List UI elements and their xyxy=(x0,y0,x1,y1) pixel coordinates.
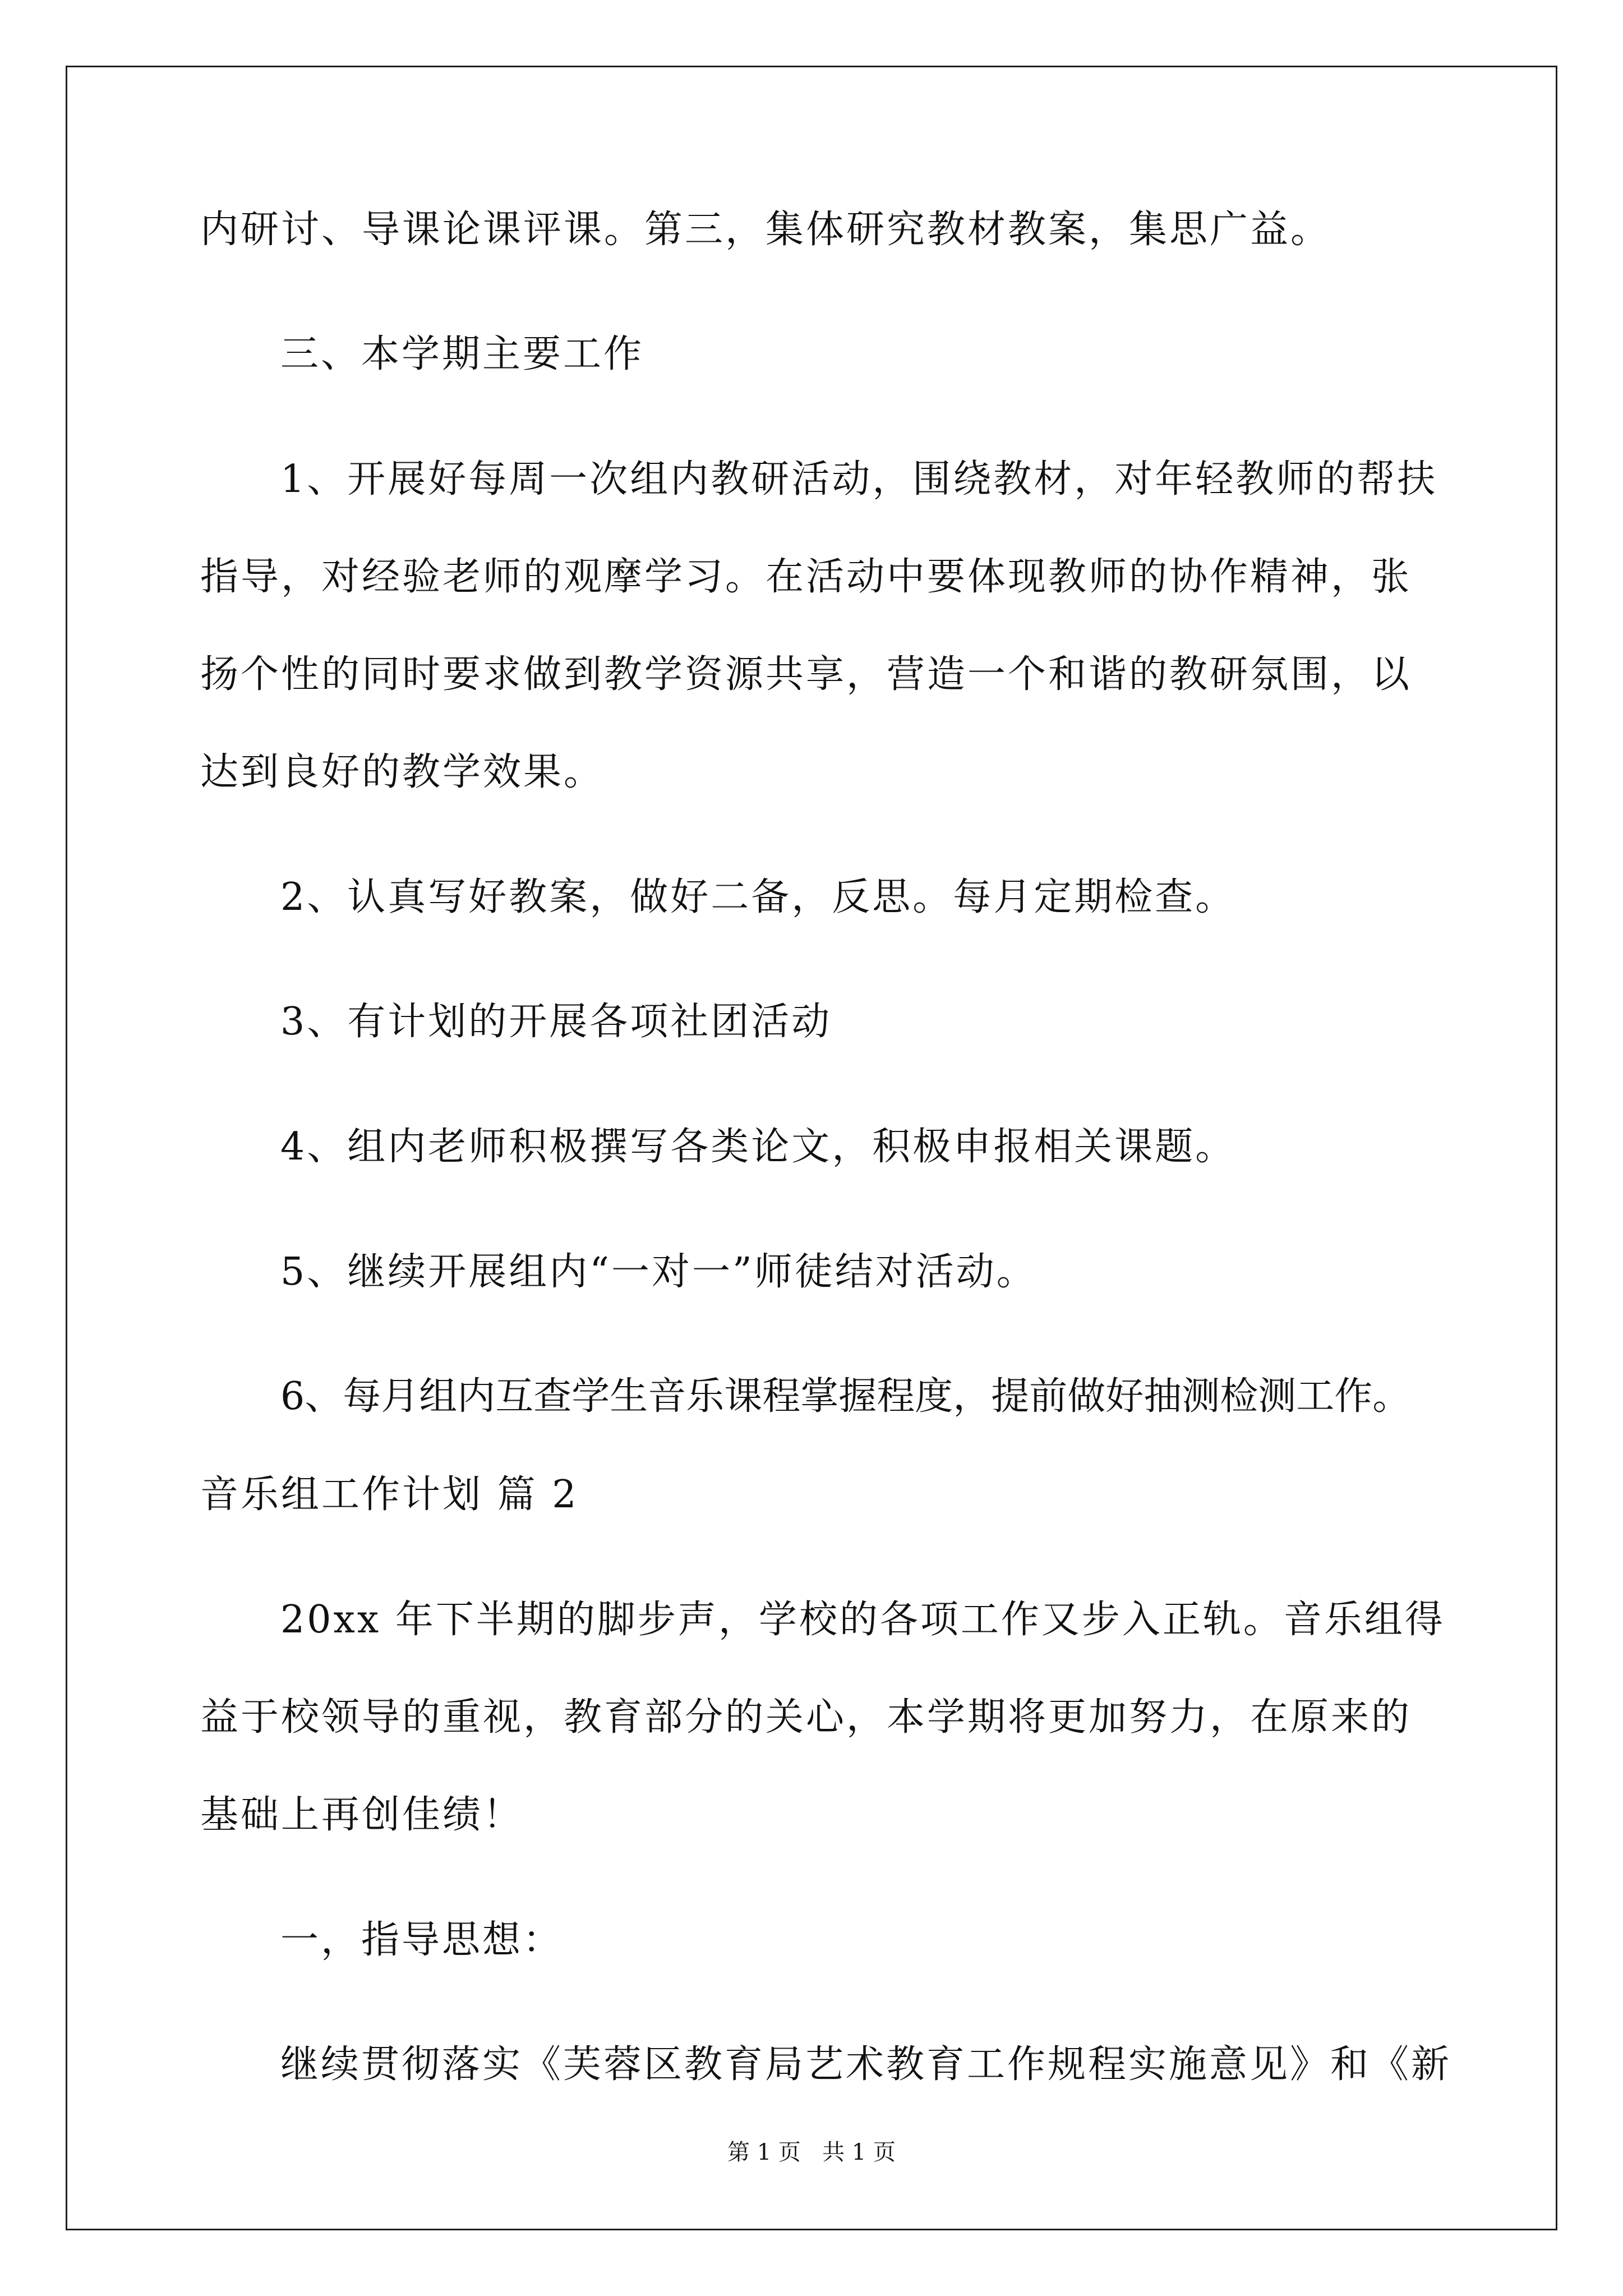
paragraph-line: 2、认真写好教案，做好二备，反思。每月定期检查。 xyxy=(280,875,1236,919)
section-heading: 三、本学期主要工作 xyxy=(280,332,644,376)
paragraph-line: 扬个性的同时要求做到教学资源共享，营造一个和谐的教研氛围，以 xyxy=(200,652,1412,697)
paragraph-line: 继续贯彻落实《芙蓉区教育局艺术教育工作规程实施意见》和《新 xyxy=(280,2042,1452,2087)
paragraph-line: 6、每月组内互查学生音乐课程掌握程度，提前做好抽测检测工作。 xyxy=(280,1374,1411,1419)
paragraph-line: 达到良好的教学效果。 xyxy=(200,750,605,794)
paragraph-line: 20xx 年下半期的脚步声，学校的各项工作又步入正轨。音乐组得 xyxy=(280,1598,1445,1642)
section-heading: 一，指导思想： xyxy=(280,1918,564,1962)
paragraph-line: 5、继续开展组内“一对一”师徒结对活动。 xyxy=(280,1250,1037,1294)
paragraph-line: 内研讨、导课论课评课。第三，集体研究教材教案，集思广益。 xyxy=(200,208,1331,252)
paragraph-line: 4、组内老师积极撰写各类论文，积极申报相关课题。 xyxy=(280,1125,1236,1169)
paragraph-line: 基础上再创佳绩！ xyxy=(200,1793,524,1837)
paragraph-line: 益于校领导的重视，教育部分的关心，本学期将更加努力，在原来的 xyxy=(200,1695,1412,1740)
section-title: 音乐组工作计划 篇 2 xyxy=(200,1473,579,1517)
paragraph-line: 1、开展好每周一次组内教研活动，围绕教材，对年轻教师的帮扶 xyxy=(280,457,1438,501)
paragraph-line: 3、有计划的开展各项社团活动 xyxy=(280,1000,832,1044)
paragraph-line: 指导，对经验老师的观摩学习。在活动中要体现教师的协作精神，张 xyxy=(200,555,1412,599)
page-footer: 第 1 页 共 1 页 xyxy=(727,2139,896,2165)
